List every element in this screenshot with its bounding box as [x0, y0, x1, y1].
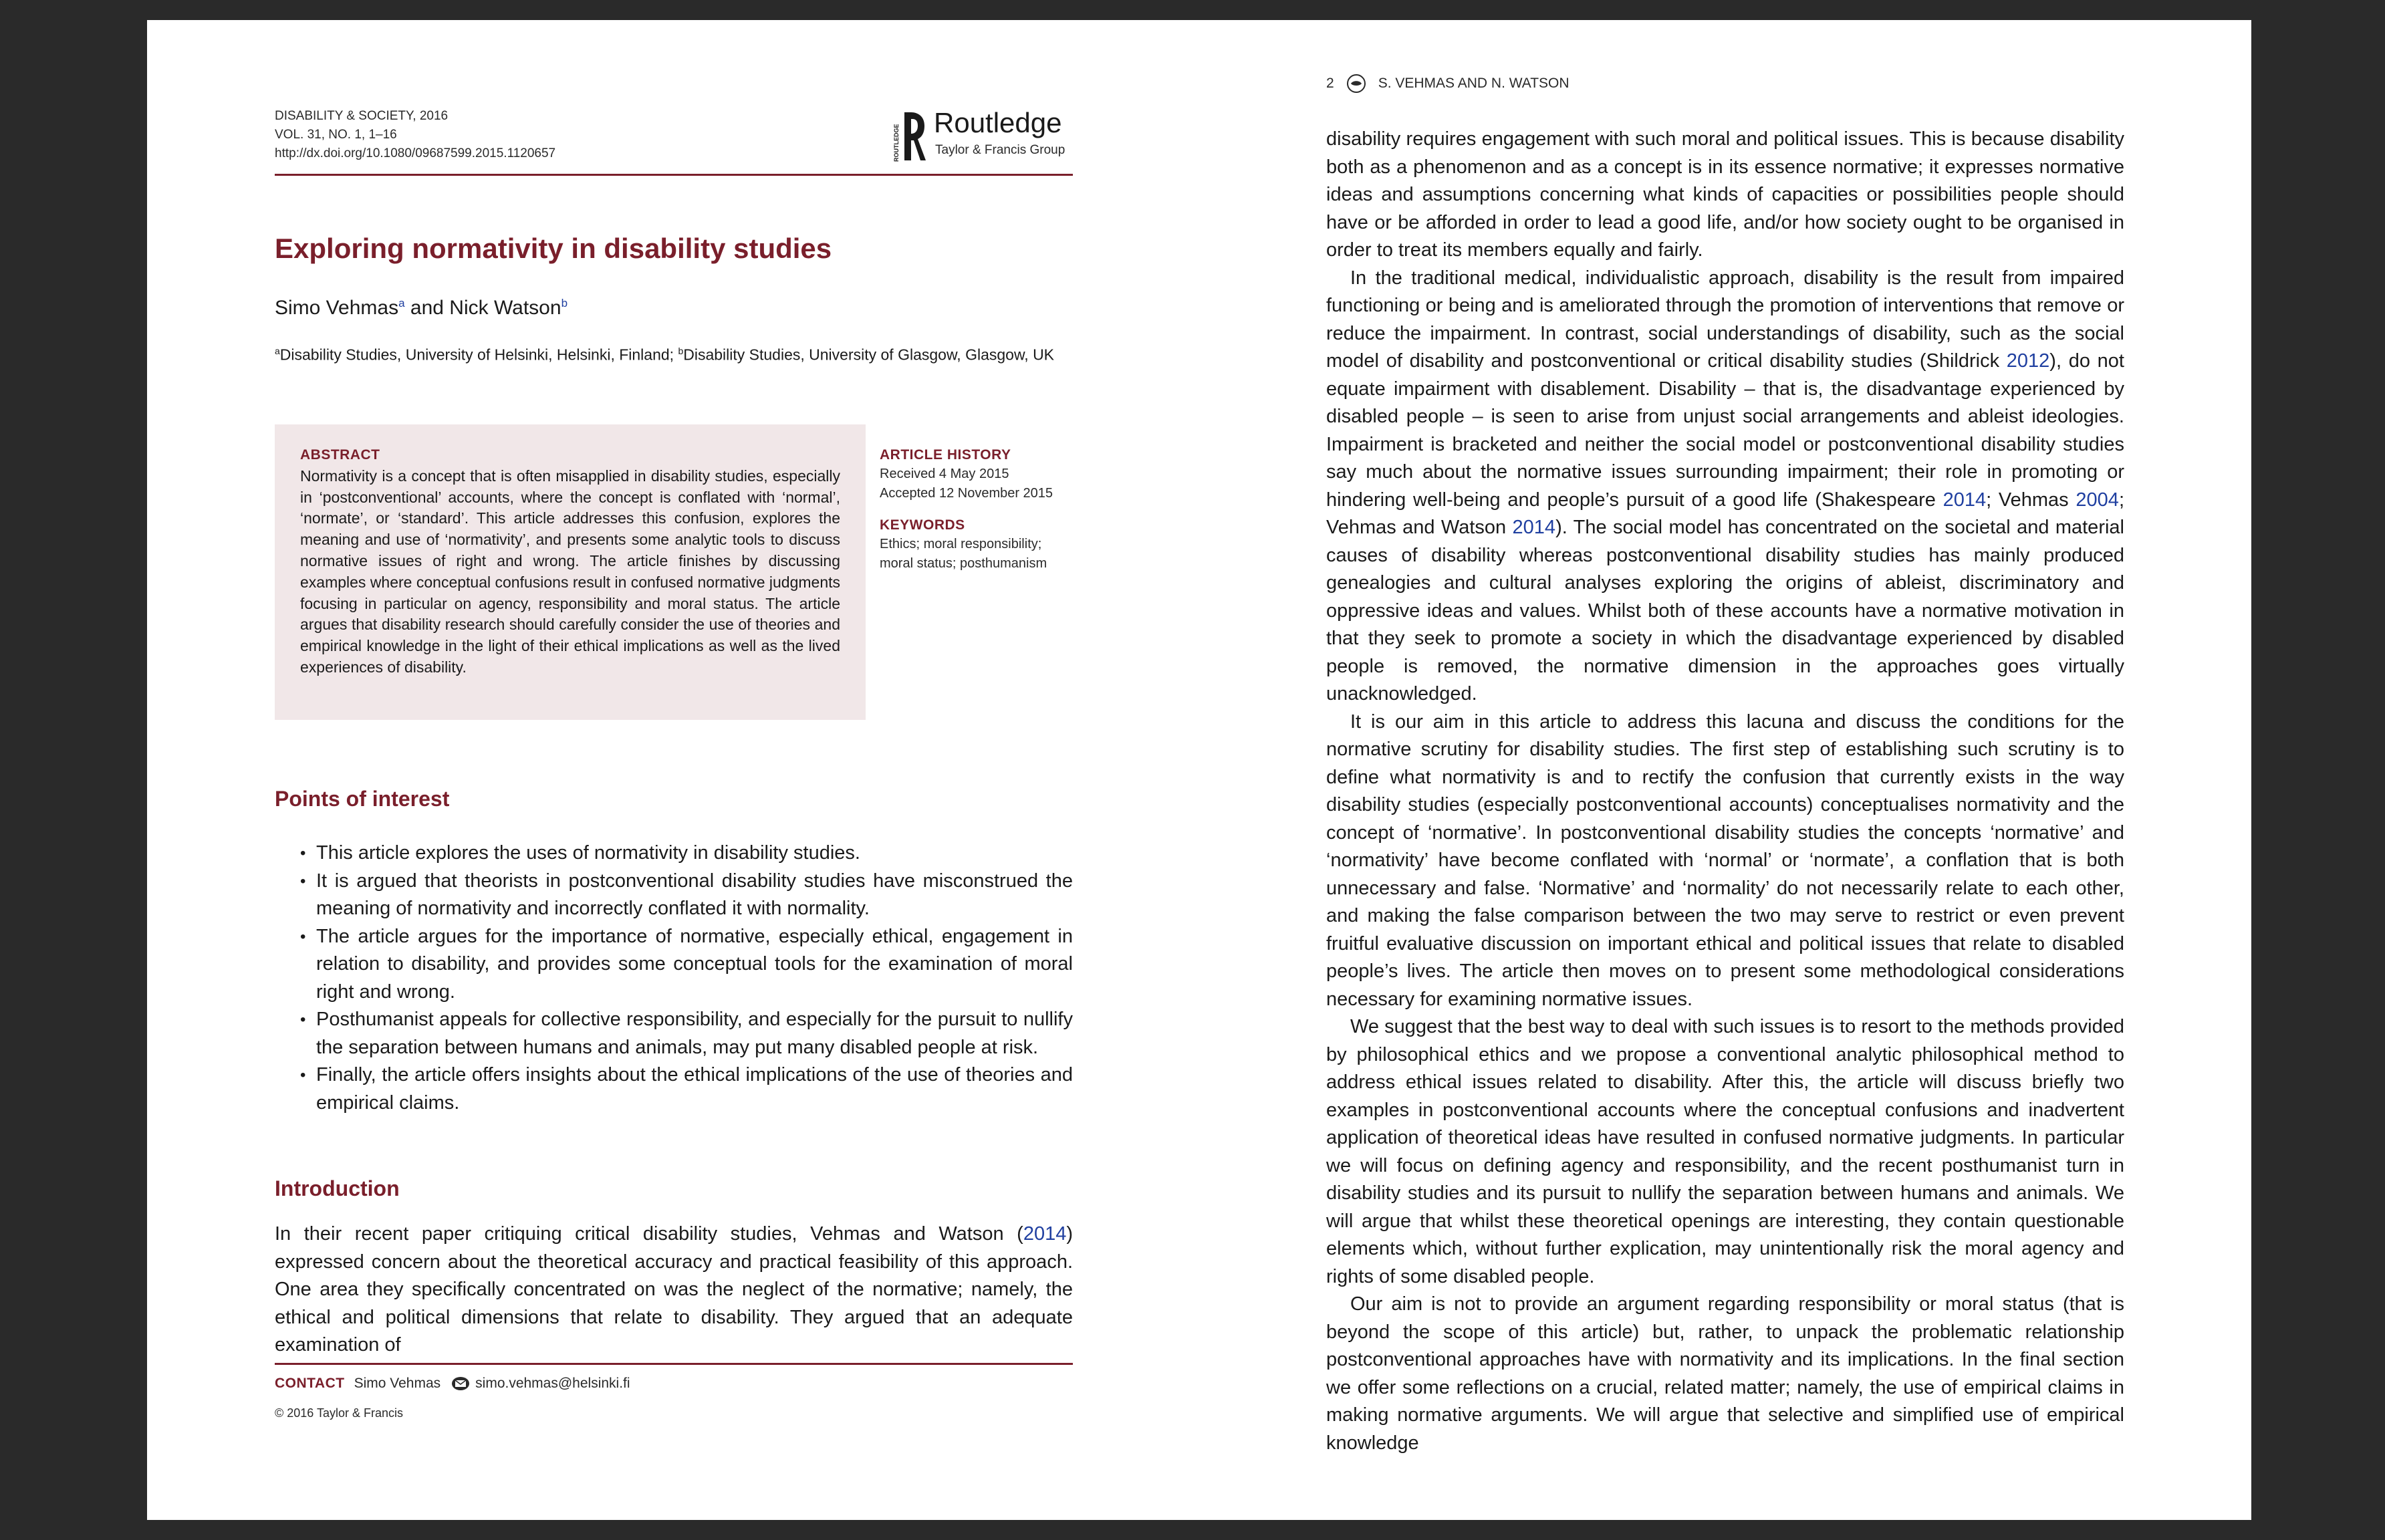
affil-helsinki: Disability Studies, University of Helsinki, Helsinki, Finland;: [279, 346, 678, 364]
author-sup-a[interactable]: a: [398, 297, 405, 309]
p2-text-f: ). The social model has concentrated on the societal and material causes of disability whereas postconventional disability studies has mainly produced genealogies and cultural analyses exploring the origins of ableist, discriminatory and oppressive ideas and values. Whilst both of these accounts have a normative motivation in that they seek to promote a society in which the disadvantage experienced by disabled people is removed, the normative dimension in the approaches goes virtually unacknowledged.: [1326, 517, 2124, 704]
abstract: [300, 444, 840, 678]
paragraph: Our aim is not to provide an argument regarding responsibility or moral status (that is beyond the scope of this article) but, rather, to unpack the problematic relationship postconventional approaches have with normativity and its implications. In the final section we offer some reflections on a crucial, related matter; namely, the use of empirical claims in making normative arguments. We will argue that selective and simplified use of empirical knowledge: [1326, 1293, 2124, 1454]
citation-link[interactable]: 2014: [1942, 489, 1987, 511]
publisher-group: Taylor & Francis Group: [935, 143, 1065, 157]
running-authors: S. VEHMAS AND N. WATSON: [1378, 76, 1570, 91]
journal-name: DISABILITY & SOCIETY, 2016: [275, 109, 449, 123]
right-page: [1326, 20, 2124, 1520]
list-item: • Finally, the article offers insights about the ethical implications of the use of theories and empirical claims.: [300, 1061, 1073, 1117]
p2-text-d: ; Vehmas: [1986, 489, 2076, 511]
contact-email[interactable]: simo.vehmas@helsinki.fi: [475, 1376, 630, 1391]
introduction-heading: Introduction: [275, 1176, 400, 1200]
running-header: [1326, 74, 1570, 94]
affil-glasgow: Disability Studies, University of Glasgow, Glasgow, UK: [683, 346, 1055, 364]
received-date: Received 4 May 2015: [880, 467, 1009, 481]
footer-rule: [275, 1363, 1073, 1365]
authors: [275, 297, 568, 319]
points-of-interest-list: [300, 840, 1073, 1117]
citation-link[interactable]: 2014: [1023, 1223, 1067, 1245]
citation-link[interactable]: 2004: [2076, 489, 2119, 511]
page-number: 2: [1326, 76, 1334, 91]
citation-link[interactable]: 2014: [1512, 517, 1556, 538]
list-item: • The article argues for the importance of normative, especially ethical, engagement in relation to disability, and provides some conceptual tools for the examination of moral right and wrong.: [300, 923, 1073, 1007]
contact-label: CONTACT: [275, 1376, 345, 1391]
author-sup-b[interactable]: b: [561, 297, 568, 309]
intro-text-1: In their recent paper critiquing critical disability studies, Vehmas and Watson (: [275, 1223, 1023, 1245]
paragraph: disability requires engagement with such moral and political issues. This is because disability both as a phenomenon and as a concept is in its essence normative; it expresses normative ideas and assumptions concerning what kinds of capacities or possibilities people should have or be afforded in order to lead a good life, and/or how society ought to be organised in order to treat its members equally and fairly.: [1326, 128, 2124, 261]
history-label: ARTICLE HISTORY: [880, 447, 1011, 463]
copyright: © 2016 Taylor & Francis: [275, 1406, 404, 1420]
abstract-box: [275, 424, 866, 720]
paragraph: We suggest that the best way to deal with such issues is to resort to the methods provided by philosophical ethics and we propose a conventional analytic philosophical method to address ethical issues related to disability. After this, the article will discuss briefly two examples in postconventional accounts where the conceptual confusions and inadvertent application of theoretical ideas have resulted in confused normative judgments. In particular we will focus on defining agency and responsibility, and the recent posthumanist turn in disability studies and its pursuit to nullify the separation between humans and animals. We will argue that whilst these theoretical openings are interesting, they contain questionable elements which, without further explication, may unintentionally risk the moral agency and rights of some disabled people.: [1326, 1016, 2124, 1287]
left-page: [275, 20, 1073, 1520]
p2-text-b: ), do not equate impairment with disablement. Disability – that is, the disadvantage experienced by disabled people – is seen to arise from unjust social arrangements and ableist ideologies. Impairment is bracketed and neither the social model or postconventional disability studies say much about the normative issues surrounding impairment; their role in promoting or hindering well-being and people’s pursuit of a good life (Shakespeare: [1326, 350, 2124, 511]
points-of-interest-heading: Points of interest: [275, 787, 450, 811]
p2-text-a: In the traditional medical, individualistic approach, disability is the result from impaired functioning or being and is ameliorated through the promotion of interventions that remove or reduce the impairment. In contrast, social understandings of disability, such as the social model of disability and postconventional or critical disability studies (Shildrick: [1326, 267, 2124, 372]
header-rule: [275, 174, 1073, 176]
introduction-paragraph: [275, 1221, 1073, 1360]
citation-link[interactable]: 2012: [2006, 350, 2050, 372]
intro-text-2: ) expressed concern about the theoretical accuracy and practical feasibility of this approach. One area they specifically concentrated on was the neglect of the normative; namely, the ethical and political dimensions that relate to disability. They argued that an adequate examination of: [275, 1223, 1073, 1356]
journal-volume: VOL. 31, NO. 1, 1–16: [275, 128, 397, 142]
list-item: • Posthumanist appeals for collective responsibility, and especially for the pursuit to nullify the separation between humans and animals, may put many disabled people at risk.: [300, 1006, 1073, 1061]
publisher-name: Routledge: [934, 107, 1062, 138]
author-watson: Nick Watson: [449, 297, 561, 319]
keywords-label: KEYWORDS: [880, 517, 965, 533]
abstract-text: Normativity is a concept that is often misapplied in disability studies, especially in ‘postconventional’ accounts, where the concept is conflated with ‘normal’, ‘normate’, or ‘standard’. This article addresses this confusion, explores the meaning and use of ‘normativity’, and presents some analytic tools to discuss normative issues of right and wrong. The article finishes by discussing examples where conceptual confusions result in confused normative judgments focusing in particular on agency, responsibility and moral status. The article argues that disability research should carefully consider the use of theories and empirical knowledge in the light of their ethical implications as well as the lived experiences of disability.: [300, 467, 840, 676]
journal-emblem-icon: [1346, 74, 1366, 94]
authors-and: and: [404, 297, 450, 319]
routledge-r-icon: [892, 110, 926, 163]
pdf-spread: [147, 20, 2251, 1520]
envelope-icon: [451, 1376, 470, 1391]
logo-vertical-text: ROUTLEDGE: [893, 124, 900, 162]
p2-text-e: ; Vehmas and Watson: [1326, 489, 2124, 538]
list-item: • It is argued that theorists in postconventional disability studies have misconstrued the meaning of normativity and incorrectly conflated it with normality.: [300, 868, 1073, 923]
keywords-text: Ethics; moral responsibility; moral status; posthumanism: [880, 537, 1047, 571]
body-text: [1326, 126, 2124, 1457]
contact-name: Simo Vehmas: [354, 1376, 441, 1391]
article-history: [880, 445, 1074, 573]
author-vehmas: Simo Vehmas: [275, 297, 399, 319]
journal-info: [275, 107, 555, 163]
affil-sup-b: b: [678, 346, 684, 356]
abstract-label: ABSTRACT: [300, 447, 380, 463]
keywords-block: [880, 515, 1074, 573]
routledge-logo: [892, 107, 1073, 163]
article-title: Exploring normativity in disability studies: [275, 233, 832, 264]
affiliations: [275, 341, 1073, 366]
doi-link[interactable]: http://dx.doi.org/10.1080/09687599.2015.1120657: [275, 146, 556, 160]
affil-sup-a: a: [275, 346, 280, 356]
paragraph: It is our aim in this article to address this lacuna and discuss the conditions for the normative scrutiny for disability studies. The first step of establishing such scrutiny is to define what normativity is and to rectify the confusion that currently exists in the way disability studies (especially postconventional accounts) conceptualises normativity and the concept of ‘normative’. In postconventional disability studies the concepts ‘normative’ and ‘normativity’ have become conflated with ‘normal’ or ‘normate’, a conflation that is both unnecessary and false. ‘Normative’ and ‘normality’ do not necessarily relate to each other, and making the false comparison between the two may serve to restrict or even prevent fruitful evaluative discussion on important ethical and political issues that relate to disabled people’s lives. The article then moves on to present some methodological considerations necessary for examining normative issues.: [1326, 711, 2124, 1010]
accepted-date: Accepted 12 November 2015: [880, 486, 1053, 501]
contact-line: [275, 1376, 630, 1392]
paragraph: [1326, 265, 2124, 709]
list-item: • This article explores the uses of normativity in disability studies.: [300, 840, 1073, 868]
